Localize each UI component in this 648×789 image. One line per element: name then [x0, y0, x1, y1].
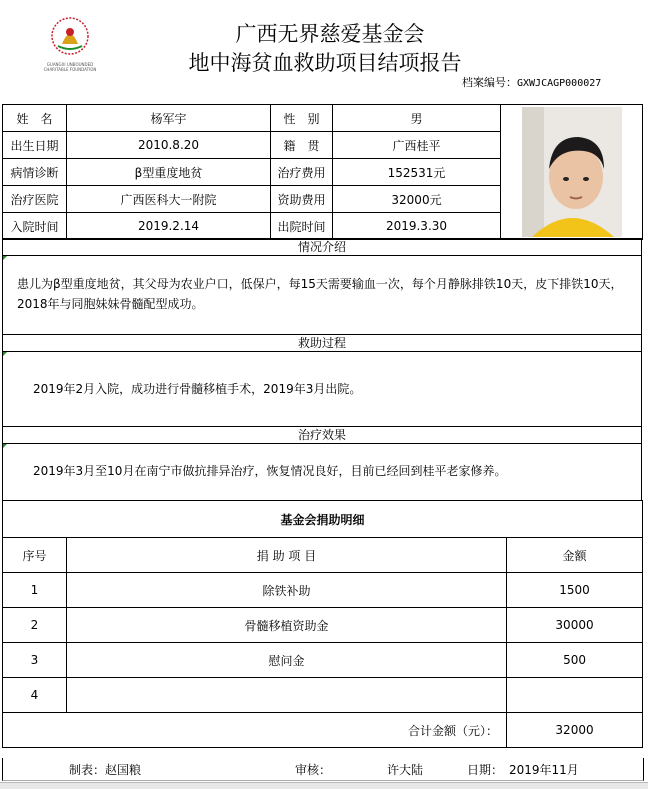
name-value: 杨军宇: [67, 105, 271, 132]
table-row: [3, 643, 643, 678]
date-value: 2019年11月: [509, 763, 579, 777]
total-value: 32000: [507, 713, 643, 748]
cost-label: 治疗费用: [271, 159, 333, 186]
row-amount: 30000: [507, 608, 643, 643]
row-item: 骨髓移植资助金: [67, 608, 507, 643]
total-row: [3, 713, 643, 748]
date-label: 日期：: [467, 763, 504, 777]
row-no: 4: [3, 678, 67, 713]
col-no-header: 序号: [3, 538, 67, 573]
donation-title: 基金会捐助明细: [3, 501, 643, 538]
process-title: 救助过程: [3, 334, 641, 352]
admit-value: 2019.2.14: [67, 213, 271, 240]
cell-marker-icon: [3, 444, 7, 448]
diagnosis-value: β型重度地贫: [67, 159, 271, 186]
row-no: 2: [3, 608, 67, 643]
archive-number: [462, 74, 601, 90]
row-item: 慰问金: [67, 643, 507, 678]
reviewer-value: 许大陆: [387, 763, 424, 777]
row-no: 3: [3, 643, 67, 678]
archive-value: GXWJCAGP000027: [517, 78, 602, 89]
row-amount: [507, 678, 643, 713]
gender-value: 男: [333, 105, 501, 132]
situation-section: [2, 238, 642, 334]
photo-cell: [501, 105, 643, 240]
table-row: [3, 608, 643, 643]
hospital-label: 治疗医院: [3, 186, 67, 213]
cell-marker-icon: [3, 256, 7, 260]
logo-caption: GUANGXI UNBOUNDED CHARITABLE FOUNDATION: [43, 62, 97, 72]
origin-label: 籍 贯: [271, 132, 333, 159]
diagnosis-label: 病情诊断: [3, 159, 67, 186]
report-title: 地中海贫血救助项目结项报告: [188, 51, 462, 75]
row-no: 1: [3, 573, 67, 608]
row-amount: 1500: [507, 573, 643, 608]
discharge-value: 2019.3.30: [333, 213, 501, 240]
process-section: [2, 334, 642, 426]
effect-text: 2019年3月至10月在南宁市做抗排异治疗，恢复情况良好，目前已经回到桂平老家修养。: [33, 464, 507, 478]
maker-value: 赵国粮: [105, 763, 142, 777]
col-amount-header: 金额: [507, 538, 643, 573]
row-item: [67, 678, 507, 713]
process-text: 2019年2月入院，成功进行骨髓移植手术，2019年3月出院。: [33, 382, 362, 396]
signature-footer: [2, 758, 644, 781]
donation-table: [2, 500, 643, 748]
org-name: 广西无界慈爱基金会: [235, 22, 425, 46]
patient-info-table: [2, 104, 643, 240]
situation-text: 患儿为β型重度地贫，其父母为农业户口，低保户，每15天需要输血一次，每个月静脉排铁10天，皮下排铁10天，2018年与同胞妹妹骨髓配型成功。: [17, 277, 623, 311]
cell-marker-icon: [3, 352, 7, 356]
cost-value: 152531元: [333, 159, 501, 186]
birth-value: 2010.8.20: [67, 132, 271, 159]
table-row: [3, 678, 643, 713]
aid-value: 32000元: [333, 186, 501, 213]
situation-title: 情况介绍: [3, 238, 641, 256]
total-label: 合计金额（元）：: [3, 713, 507, 748]
birth-label: 出生日期: [3, 132, 67, 159]
archive-label: 档案编号：: [462, 76, 517, 89]
gender-label: 性 别: [271, 105, 333, 132]
hospital-value: 广西医科大一附院: [67, 186, 271, 213]
row-amount: 500: [507, 643, 643, 678]
discharge-label: 出院时间: [271, 213, 333, 240]
origin-value: 广西桂平: [333, 132, 501, 159]
aid-label: 资助费用: [271, 186, 333, 213]
name-label: 姓 名: [3, 105, 67, 132]
admit-label: 入院时间: [3, 213, 67, 240]
patient-photo: [522, 107, 622, 237]
review-label: 审核：: [295, 763, 332, 777]
row-item: 除铁补助: [67, 573, 507, 608]
table-row: [3, 573, 643, 608]
maker-label: 制表：: [69, 763, 106, 777]
effect-title: 治疗效果: [3, 426, 641, 444]
col-item-header: 捐 助 项 目: [67, 538, 507, 573]
effect-section: [2, 426, 642, 500]
